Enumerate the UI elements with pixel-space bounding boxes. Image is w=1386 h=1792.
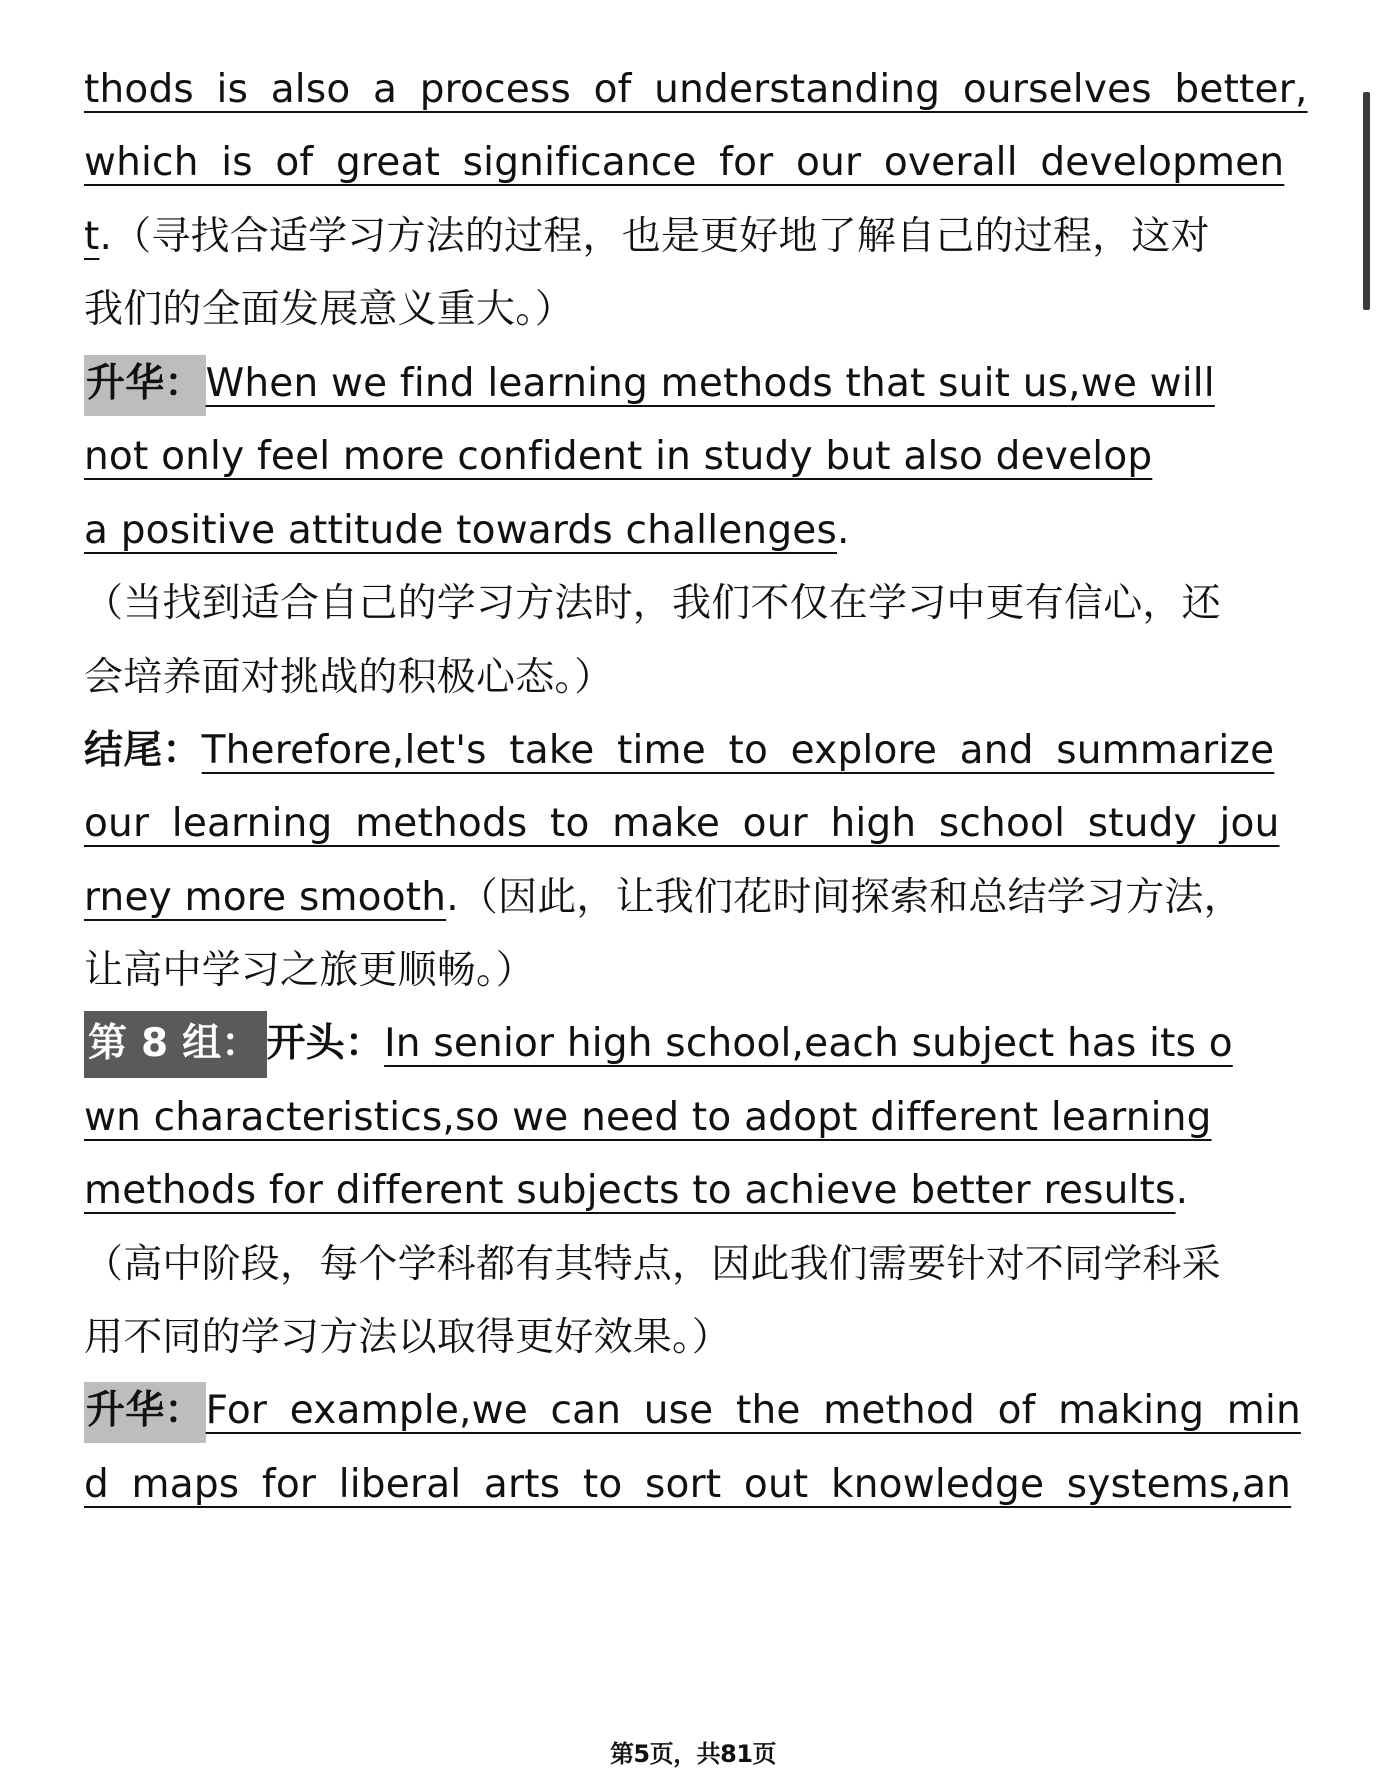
section-label-ending: 结尾：	[84, 728, 202, 773]
text-line-10	[84, 719, 1304, 783]
underlined-english-sentence: methods for different subjects to achieve better results	[84, 1168, 1176, 1213]
chinese-translation: 会培养面对挑战的积极心态。）	[84, 655, 614, 700]
underlined-english-sentence: Therefore,let's take time to explore and summarize	[201, 728, 1275, 773]
text-line-7	[84, 499, 1304, 563]
page-number: 第5页，共81页	[609, 1740, 777, 1768]
chinese-translation: .（因此，让我们花时间探索和总结学习方法，	[446, 875, 1243, 920]
text-line-5	[84, 352, 1304, 416]
section-label-sublimation: 升华：	[84, 1382, 206, 1443]
underlined-english-sentence: For example,we can use the method of making min	[205, 1388, 1301, 1433]
chinese-translation: 让高中学习之旅更顺畅。）	[84, 948, 535, 993]
text-line-14	[84, 1012, 1304, 1076]
section-label-opening: 开头：	[266, 1021, 385, 1066]
text-line-13	[84, 939, 1304, 1003]
page-footer	[0, 1734, 1386, 1769]
chinese-translation: 用不同的学习方法以取得更好效果。）	[84, 1315, 731, 1360]
underlined-english-sentence: thods is also a process of understanding ourselves better,	[84, 67, 1308, 112]
underlined-english-sentence: our learning methods to make our high school study jou	[84, 801, 1280, 846]
chinese-translation: .（寻找合适学习方法的过程，也是更好地了解自己的过程，这对	[99, 214, 1210, 259]
text-line-8	[84, 572, 1304, 636]
text-line-15	[84, 1086, 1304, 1150]
text-line-18	[84, 1306, 1304, 1370]
text-line-19	[84, 1379, 1304, 1443]
underlined-english-sentence: In senior high school,each subject has its o	[384, 1021, 1233, 1066]
text-line-17	[84, 1233, 1304, 1297]
chinese-translation: 我们的全面发展意义重大。）	[84, 287, 575, 332]
underlined-english-sentence: d maps for liberal arts to sort out knowledge systems,an	[84, 1462, 1292, 1507]
underlined-english-sentence: not only feel more confident in study but also develop	[84, 434, 1153, 479]
underlined-english-fragment: rney more smooth	[84, 875, 447, 920]
punctuation: .	[1175, 1168, 1189, 1213]
text-line-4	[84, 278, 1304, 342]
text-line-20	[84, 1453, 1304, 1517]
vertical-scrollbar[interactable]	[1363, 92, 1370, 310]
group-label: 第 8 组：	[84, 1011, 267, 1078]
underlined-english-sentence: When we find learning methods that suit us,we will	[205, 361, 1215, 406]
section-label-sublimation: 升华：	[84, 355, 206, 416]
text-line-2	[84, 131, 1304, 195]
text-line-9	[84, 646, 1304, 710]
text-line-1	[84, 58, 1308, 122]
text-line-11	[84, 792, 1304, 856]
text-line-3	[84, 205, 1304, 269]
underlined-english-sentence: a positive attitude towards challenges	[84, 508, 838, 553]
text-line-12	[84, 866, 1304, 930]
chinese-translation: （高中阶段，每个学科都有其特点，因此我们需要针对不同学科采	[84, 1242, 1221, 1287]
text-line-16	[84, 1159, 1304, 1223]
punctuation: .	[837, 508, 850, 553]
underlined-english-sentence: wn characteristics,so we need to adopt different learning	[84, 1095, 1212, 1140]
underlined-english-sentence: which is of great significance for our overall developmen	[84, 140, 1285, 185]
chinese-translation: （当找到适合自己的学习方法时，我们不仅在学习中更有信心，还	[84, 581, 1221, 626]
text-line-6	[84, 425, 1304, 489]
underlined-english-fragment: t	[84, 214, 100, 259]
